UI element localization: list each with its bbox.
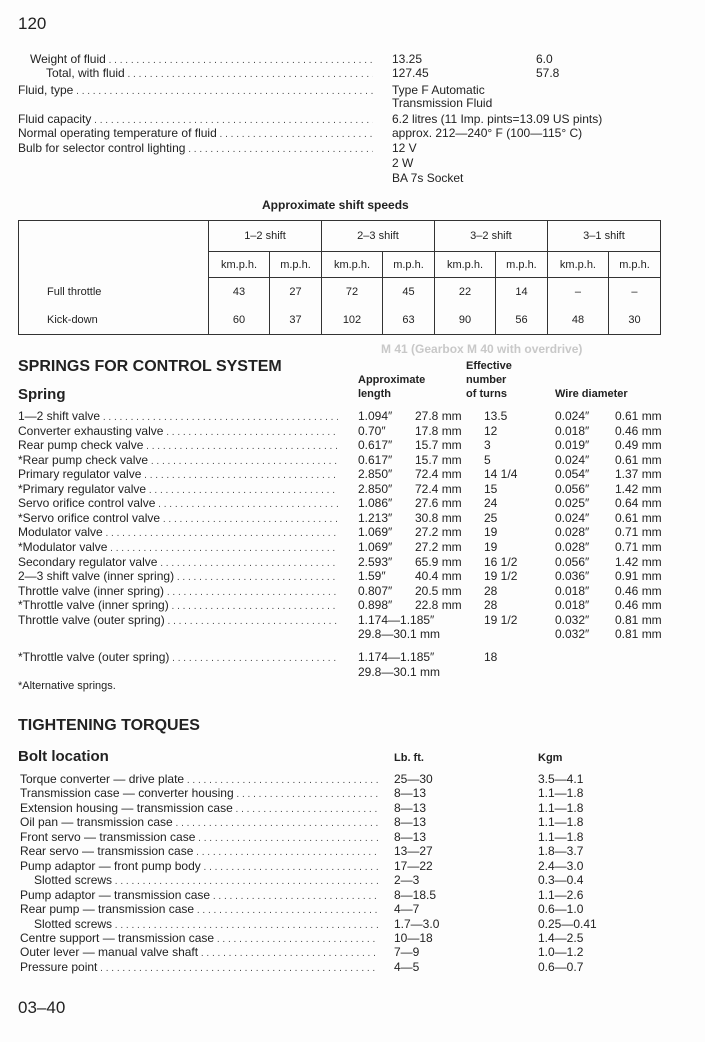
spec-value: BA 7s Socket xyxy=(392,171,464,185)
spec-row xyxy=(0,66,705,81)
spring-row xyxy=(0,453,705,468)
torque-kgm: 1.1—1.8 xyxy=(538,801,584,815)
torque-row xyxy=(0,945,705,960)
spring-row xyxy=(0,598,705,613)
speed-cell: 14 xyxy=(495,278,547,307)
spring-length-mm: 30.8 mm xyxy=(415,511,462,525)
spring-label: Secondary regulator valve . . . xyxy=(18,555,338,571)
speed-cell: 22 xyxy=(434,278,495,307)
speed-cell: 27 xyxy=(270,278,322,307)
shift-speeds-table xyxy=(18,220,661,335)
torque-row xyxy=(0,830,705,845)
wire-mm: 1.42 mm xyxy=(615,482,662,496)
wire-mm: 0.46 mm xyxy=(615,598,662,612)
spring-turns: 3 xyxy=(484,438,491,452)
spring-row xyxy=(0,613,705,628)
wire-in: 0.025″ xyxy=(555,496,590,510)
spring-turns: 13.5 xyxy=(484,409,508,423)
spec-row xyxy=(0,171,705,186)
spring-turns: 12 xyxy=(484,424,498,438)
wire-mm: 0.49 mm xyxy=(615,438,662,452)
table-row xyxy=(19,306,661,335)
spring-turns: 18 xyxy=(484,650,498,664)
torque-row xyxy=(0,931,705,946)
spring-turns: 5 xyxy=(484,453,491,467)
length-column-header xyxy=(358,373,425,401)
torque-row xyxy=(0,960,705,975)
unit-header: m.p.h. xyxy=(608,252,660,278)
torque-row xyxy=(0,844,705,859)
speed-cell: 90 xyxy=(434,306,495,335)
spring-row xyxy=(0,584,705,599)
speed-cell: 37 xyxy=(270,306,322,335)
speed-cell: 56 xyxy=(495,306,547,335)
spring-label: Modulator valve . . . xyxy=(18,525,338,541)
spec-value-metric: 57.8 xyxy=(536,66,560,80)
torque-lbft: 17—22 xyxy=(394,859,433,873)
spring-column-header: Spring xyxy=(18,386,66,403)
spring-label: *Modulator valve . . . xyxy=(18,540,338,556)
spring-length-mm: 65.9 mm xyxy=(415,555,462,569)
spring-length-in: 1.069″ xyxy=(358,540,393,554)
speed-cell: 30 xyxy=(608,306,660,335)
spring-row xyxy=(0,424,705,439)
unit-header: km.p.h. xyxy=(434,252,495,278)
spring-length-in: 1.086″ xyxy=(358,496,393,510)
bolt-location: Rear pump — transmission case . . . xyxy=(20,902,378,918)
torque-row xyxy=(0,873,705,888)
wire-in: 0.028″ xyxy=(555,540,590,554)
spring-length-mm: 27.2 mm xyxy=(415,525,462,539)
speed-cell: – xyxy=(608,278,660,307)
spec-row xyxy=(0,126,705,141)
speed-cell: 45 xyxy=(383,278,435,307)
table-row xyxy=(19,278,661,307)
spring-length-in: 0.898″ xyxy=(358,598,393,612)
spec-value: approx. 212—240° F (100—115° C) xyxy=(392,126,583,140)
spring-length-in: 1.069″ xyxy=(358,525,393,539)
spring-length-in: 1.59″ xyxy=(358,569,386,583)
torque-kgm: 1.1—1.8 xyxy=(538,815,584,829)
spec-label: Fluid capacity . . . xyxy=(18,112,373,128)
wire-in: 0.032″ xyxy=(555,613,590,627)
spring-turns: 19 xyxy=(484,540,498,554)
spring-length-mm: 20.5 mm xyxy=(415,584,462,598)
spec-label: Weight of fluid . . . xyxy=(30,52,373,68)
unit-header: m.p.h. xyxy=(495,252,547,278)
wire-in: 0.056″ xyxy=(555,482,590,496)
wire-in: 0.028″ xyxy=(555,525,590,539)
spring-label: *Primary regulator valve . . . xyxy=(18,482,338,498)
wire-mm: 0.46 mm xyxy=(615,424,662,438)
unit-header: km.p.h. xyxy=(209,252,270,278)
torque-row xyxy=(0,888,705,903)
bolt-location: Slotted screws . . . xyxy=(34,917,378,933)
spring-row xyxy=(0,525,705,540)
spec-value: 13.25 xyxy=(392,52,423,66)
wire-in: 0.054″ xyxy=(555,467,590,481)
bleed-through-text: M 41 (Gearbox M 40 with overdrive) xyxy=(381,342,583,356)
spring-length-in: 2.850″ xyxy=(358,467,393,481)
torque-row xyxy=(0,815,705,830)
spring-row-alt-mm xyxy=(0,665,705,680)
bolt-location: Front servo — transmission case . . . xyxy=(20,830,378,846)
spring-label: 1—2 shift valve . . . xyxy=(18,409,338,425)
spring-length-in: 29.8—30.1 mm xyxy=(358,627,441,641)
spring-row xyxy=(0,438,705,453)
bolt-location: Centre support — transmission case . . . xyxy=(20,931,378,947)
spec-label: Normal operating temperature of fluid . . . xyxy=(18,126,373,142)
torques-section-title: TIGHTENING TORQUES xyxy=(18,717,200,734)
torque-kgm: 0.25—0.41 xyxy=(538,917,597,931)
spring-label: *Servo orifice control valve . . . xyxy=(18,511,338,527)
spring-row xyxy=(0,511,705,526)
spring-length-mm: 17.8 mm xyxy=(415,424,462,438)
group-header: 2–3 shift xyxy=(321,221,434,252)
spring-label: Throttle valve (inner spring) . . . xyxy=(18,584,338,600)
spring-length-in: 1.174—1.185″ xyxy=(358,650,435,664)
speed-cell: 60 xyxy=(209,306,270,335)
wire-column-header: Wire diameter xyxy=(555,388,628,400)
spring-label: Converter exhausting valve . . . xyxy=(18,424,338,440)
spring-label: Rear pump check valve . . . xyxy=(18,438,338,454)
spring-label: Servo orifice control valve . . . xyxy=(18,496,338,512)
torque-row xyxy=(0,902,705,917)
spring-turns: 14 1/4 xyxy=(484,467,518,481)
torque-kgm: 1.1—1.8 xyxy=(538,786,584,800)
torque-lbft: 1.7—3.0 xyxy=(394,917,440,931)
spec-label: Fluid, type . . . xyxy=(18,83,373,99)
spring-length-mm: 22.8 mm xyxy=(415,598,462,612)
spring-row xyxy=(0,409,705,424)
torque-kgm: 1.8—3.7 xyxy=(538,844,584,858)
wire-mm: 0.71 mm xyxy=(615,540,662,554)
spring-length-in: 2.850″ xyxy=(358,482,393,496)
speed-cell: – xyxy=(547,278,608,307)
wire-mm: 0.81 mm xyxy=(615,627,662,641)
spec-label: Bulb for selector control lighting . . . xyxy=(18,141,373,157)
torque-kgm: 0.6—1.0 xyxy=(538,902,584,916)
torque-kgm: 3.5—4.1 xyxy=(538,772,584,786)
spring-row xyxy=(0,555,705,570)
speed-cell: 102 xyxy=(321,306,382,335)
spring-turns: 25 xyxy=(484,511,498,525)
spec-row xyxy=(0,156,705,171)
wire-in: 0.056″ xyxy=(555,555,590,569)
spec-row xyxy=(0,141,705,156)
turns-header-line: number xyxy=(466,374,507,386)
speed-cell: 43 xyxy=(209,278,270,307)
spring-length-in: 0.617″ xyxy=(358,453,393,467)
spring-row-alt xyxy=(0,650,705,665)
spring-row xyxy=(0,627,705,642)
torque-row xyxy=(0,786,705,801)
wire-mm: 1.37 mm xyxy=(615,467,662,481)
wire-mm: 0.46 mm xyxy=(615,584,662,598)
bolt-location: Pump adaptor — front pump body . . . xyxy=(20,859,378,875)
spring-length-mm: 72.4 mm xyxy=(415,467,462,481)
spring-row xyxy=(0,569,705,584)
spring-turns: 19 xyxy=(484,525,498,539)
bolt-location: Rear servo — transmission case . . . xyxy=(20,844,378,860)
torque-lbft: 7—9 xyxy=(394,945,420,959)
spring-length-mm: 29.8—30.1 mm xyxy=(358,665,441,679)
speed-cell: 72 xyxy=(321,278,382,307)
group-header: 1–2 shift xyxy=(209,221,322,252)
spring-turns: 28 xyxy=(484,584,498,598)
spring-label: *Rear pump check valve . . . xyxy=(18,453,338,469)
wire-in: 0.024″ xyxy=(555,511,590,525)
torque-kgm: 0.6—0.7 xyxy=(538,960,584,974)
spring-length-mm: 27.2 mm xyxy=(415,540,462,554)
torque-lbft: 8—13 xyxy=(394,815,427,829)
wire-mm: 0.61 mm xyxy=(615,453,662,467)
wire-mm: 0.71 mm xyxy=(615,525,662,539)
torque-lbft: 8—13 xyxy=(394,830,427,844)
spring-turns: 16 1/2 xyxy=(484,555,518,569)
turns-header-line: Effective xyxy=(466,360,512,372)
spring-length-in: 0.807″ xyxy=(358,584,393,598)
unit-header: km.p.h. xyxy=(321,252,382,278)
torque-lbft: 13—27 xyxy=(394,844,433,858)
wire-in: 0.019″ xyxy=(555,438,590,452)
bolt-location: Transmission case — converter housing . . . xyxy=(20,786,378,802)
spring-turns: 19 1/2 xyxy=(484,569,518,583)
spec-value: 12 V xyxy=(392,141,417,155)
wire-in: 0.018″ xyxy=(555,598,590,612)
spring-row xyxy=(0,496,705,511)
bolt-location: Outer lever — manual valve shaft . . . xyxy=(20,945,378,961)
footnote: *Alternative springs. xyxy=(18,680,116,692)
torque-row xyxy=(0,917,705,932)
bolt-location: Slotted screws . . . xyxy=(34,873,378,889)
spring-length-mm: 40.4 mm xyxy=(415,569,462,583)
spring-length-mm: 27.6 mm xyxy=(415,496,462,510)
wire-mm: 1.42 mm xyxy=(615,555,662,569)
unit-header: m.p.h. xyxy=(383,252,435,278)
torque-kgm: 1.4—2.5 xyxy=(538,931,584,945)
spring-row xyxy=(0,482,705,497)
speed-cell: 63 xyxy=(383,306,435,335)
spring-length-mm: 27.8 mm xyxy=(415,409,462,423)
spring-turns: 24 xyxy=(484,496,498,510)
spring-length-in: 1.094″ xyxy=(358,409,393,423)
wire-in: 0.018″ xyxy=(555,424,590,438)
spec-value-metric: 6.0 xyxy=(536,52,553,66)
torque-kgm: 1.0—1.2 xyxy=(538,945,584,959)
wire-mm: 0.91 mm xyxy=(615,569,662,583)
unit-header: km.p.h. xyxy=(547,252,608,278)
empty-header-cell xyxy=(19,221,209,278)
bolt-location: Oil pan — transmission case . . . xyxy=(20,815,378,831)
torque-kgm: 1.1—2.6 xyxy=(538,888,584,902)
spring-turns: 28 xyxy=(484,598,498,612)
spring-turns: 19 1/2 xyxy=(484,613,518,627)
spec-value: 127.45 xyxy=(392,66,429,80)
wire-mm: 0.64 mm xyxy=(615,496,662,510)
torque-lbft: 8—13 xyxy=(394,786,427,800)
torque-lbft: 25—30 xyxy=(394,772,433,786)
torque-kgm: 1.1—1.8 xyxy=(538,830,584,844)
turns-header-line: of turns xyxy=(466,388,507,400)
torque-lbft: 10—18 xyxy=(394,931,433,945)
wire-in: 0.032″ xyxy=(555,627,590,641)
spec-row xyxy=(0,96,705,111)
unit-header: m.p.h. xyxy=(270,252,322,278)
spring-label: Primary regulator valve . . . xyxy=(18,467,338,483)
spring-label: *Throttle valve (outer spring) . . . xyxy=(18,650,338,666)
torque-kgm: 2.4—3.0 xyxy=(538,859,584,873)
spring-length-in: 1.174—1.185″ xyxy=(358,613,435,627)
spring-length-mm: 72.4 mm xyxy=(415,482,462,496)
spec-value: Transmission Fluid xyxy=(392,96,493,110)
bolt-location: Extension housing — transmission case . . . xyxy=(20,801,378,817)
spec-row xyxy=(0,52,705,67)
torque-row xyxy=(0,859,705,874)
bolt-location: Torque converter — drive plate . . . xyxy=(20,772,378,788)
spring-label: Throttle valve (outer spring) . . . xyxy=(18,613,338,629)
shift-table-title: Approximate shift speeds xyxy=(262,198,409,212)
spec-value: Type F Automatic xyxy=(392,83,485,97)
spring-length-in: 0.70″ xyxy=(358,424,386,438)
spring-turns: 15 xyxy=(484,482,498,496)
turns-column-header xyxy=(466,359,512,401)
lbft-column-header: Lb. ft. xyxy=(394,752,424,764)
length-header-line: length xyxy=(358,388,391,400)
bolt-location-header: Bolt location xyxy=(18,748,109,765)
torque-lbft: 4—7 xyxy=(394,902,420,916)
spring-length-in: 0.617″ xyxy=(358,438,393,452)
speed-cell: 48 xyxy=(547,306,608,335)
length-header-line: Approximate xyxy=(358,374,426,386)
row-label: Kick-down xyxy=(47,314,98,326)
bolt-location: Pressure point . . . xyxy=(20,960,378,976)
torque-lbft: 8—18.5 xyxy=(394,888,437,902)
spec-label: Total, with fluid . . . xyxy=(46,66,373,82)
spring-row xyxy=(0,467,705,482)
spring-label: *Throttle valve (inner spring) . . . xyxy=(18,598,338,614)
spring-length-mm: 15.7 mm xyxy=(415,438,462,452)
wire-mm: 0.81 mm xyxy=(615,613,662,627)
spec-value: 6.2 litres (11 Imp. pints=13.09 US pints) xyxy=(392,112,603,126)
torque-lbft: 8—13 xyxy=(394,801,427,815)
group-header: 3–1 shift xyxy=(547,221,660,252)
bolt-location: Pump adaptor — transmission case . . . xyxy=(20,888,378,904)
torque-row xyxy=(0,772,705,787)
page-number: 120 xyxy=(18,14,47,33)
row-label: Full throttle xyxy=(47,285,102,298)
spec-value: 2 W xyxy=(392,156,414,170)
wire-in: 0.024″ xyxy=(555,409,590,423)
wire-in: 0.018″ xyxy=(555,584,590,598)
footer-page-code: 03–40 xyxy=(18,998,66,1017)
wire-in: 0.024″ xyxy=(555,453,590,467)
spring-length-in: 2.593″ xyxy=(358,555,393,569)
torque-lbft: 2—3 xyxy=(394,873,420,887)
torque-row xyxy=(0,801,705,816)
torque-lbft: 4—5 xyxy=(394,960,420,974)
wire-in: 0.036″ xyxy=(555,569,590,583)
spring-row xyxy=(0,540,705,555)
spring-length-in: 1.213″ xyxy=(358,511,393,525)
spring-length-mm: 15.7 mm xyxy=(415,453,462,467)
spec-row xyxy=(0,112,705,127)
spring-label: 2—3 shift valve (inner spring) . . . xyxy=(18,569,338,585)
springs-section-title: SPRINGS FOR CONTROL SYSTEM xyxy=(18,358,282,375)
kgm-column-header: Kgm xyxy=(538,752,563,764)
wire-mm: 0.61 mm xyxy=(615,511,662,525)
torque-kgm: 0.3—0.4 xyxy=(538,873,584,887)
group-header: 3–2 shift xyxy=(434,221,547,252)
wire-mm: 0.61 mm xyxy=(615,409,662,423)
